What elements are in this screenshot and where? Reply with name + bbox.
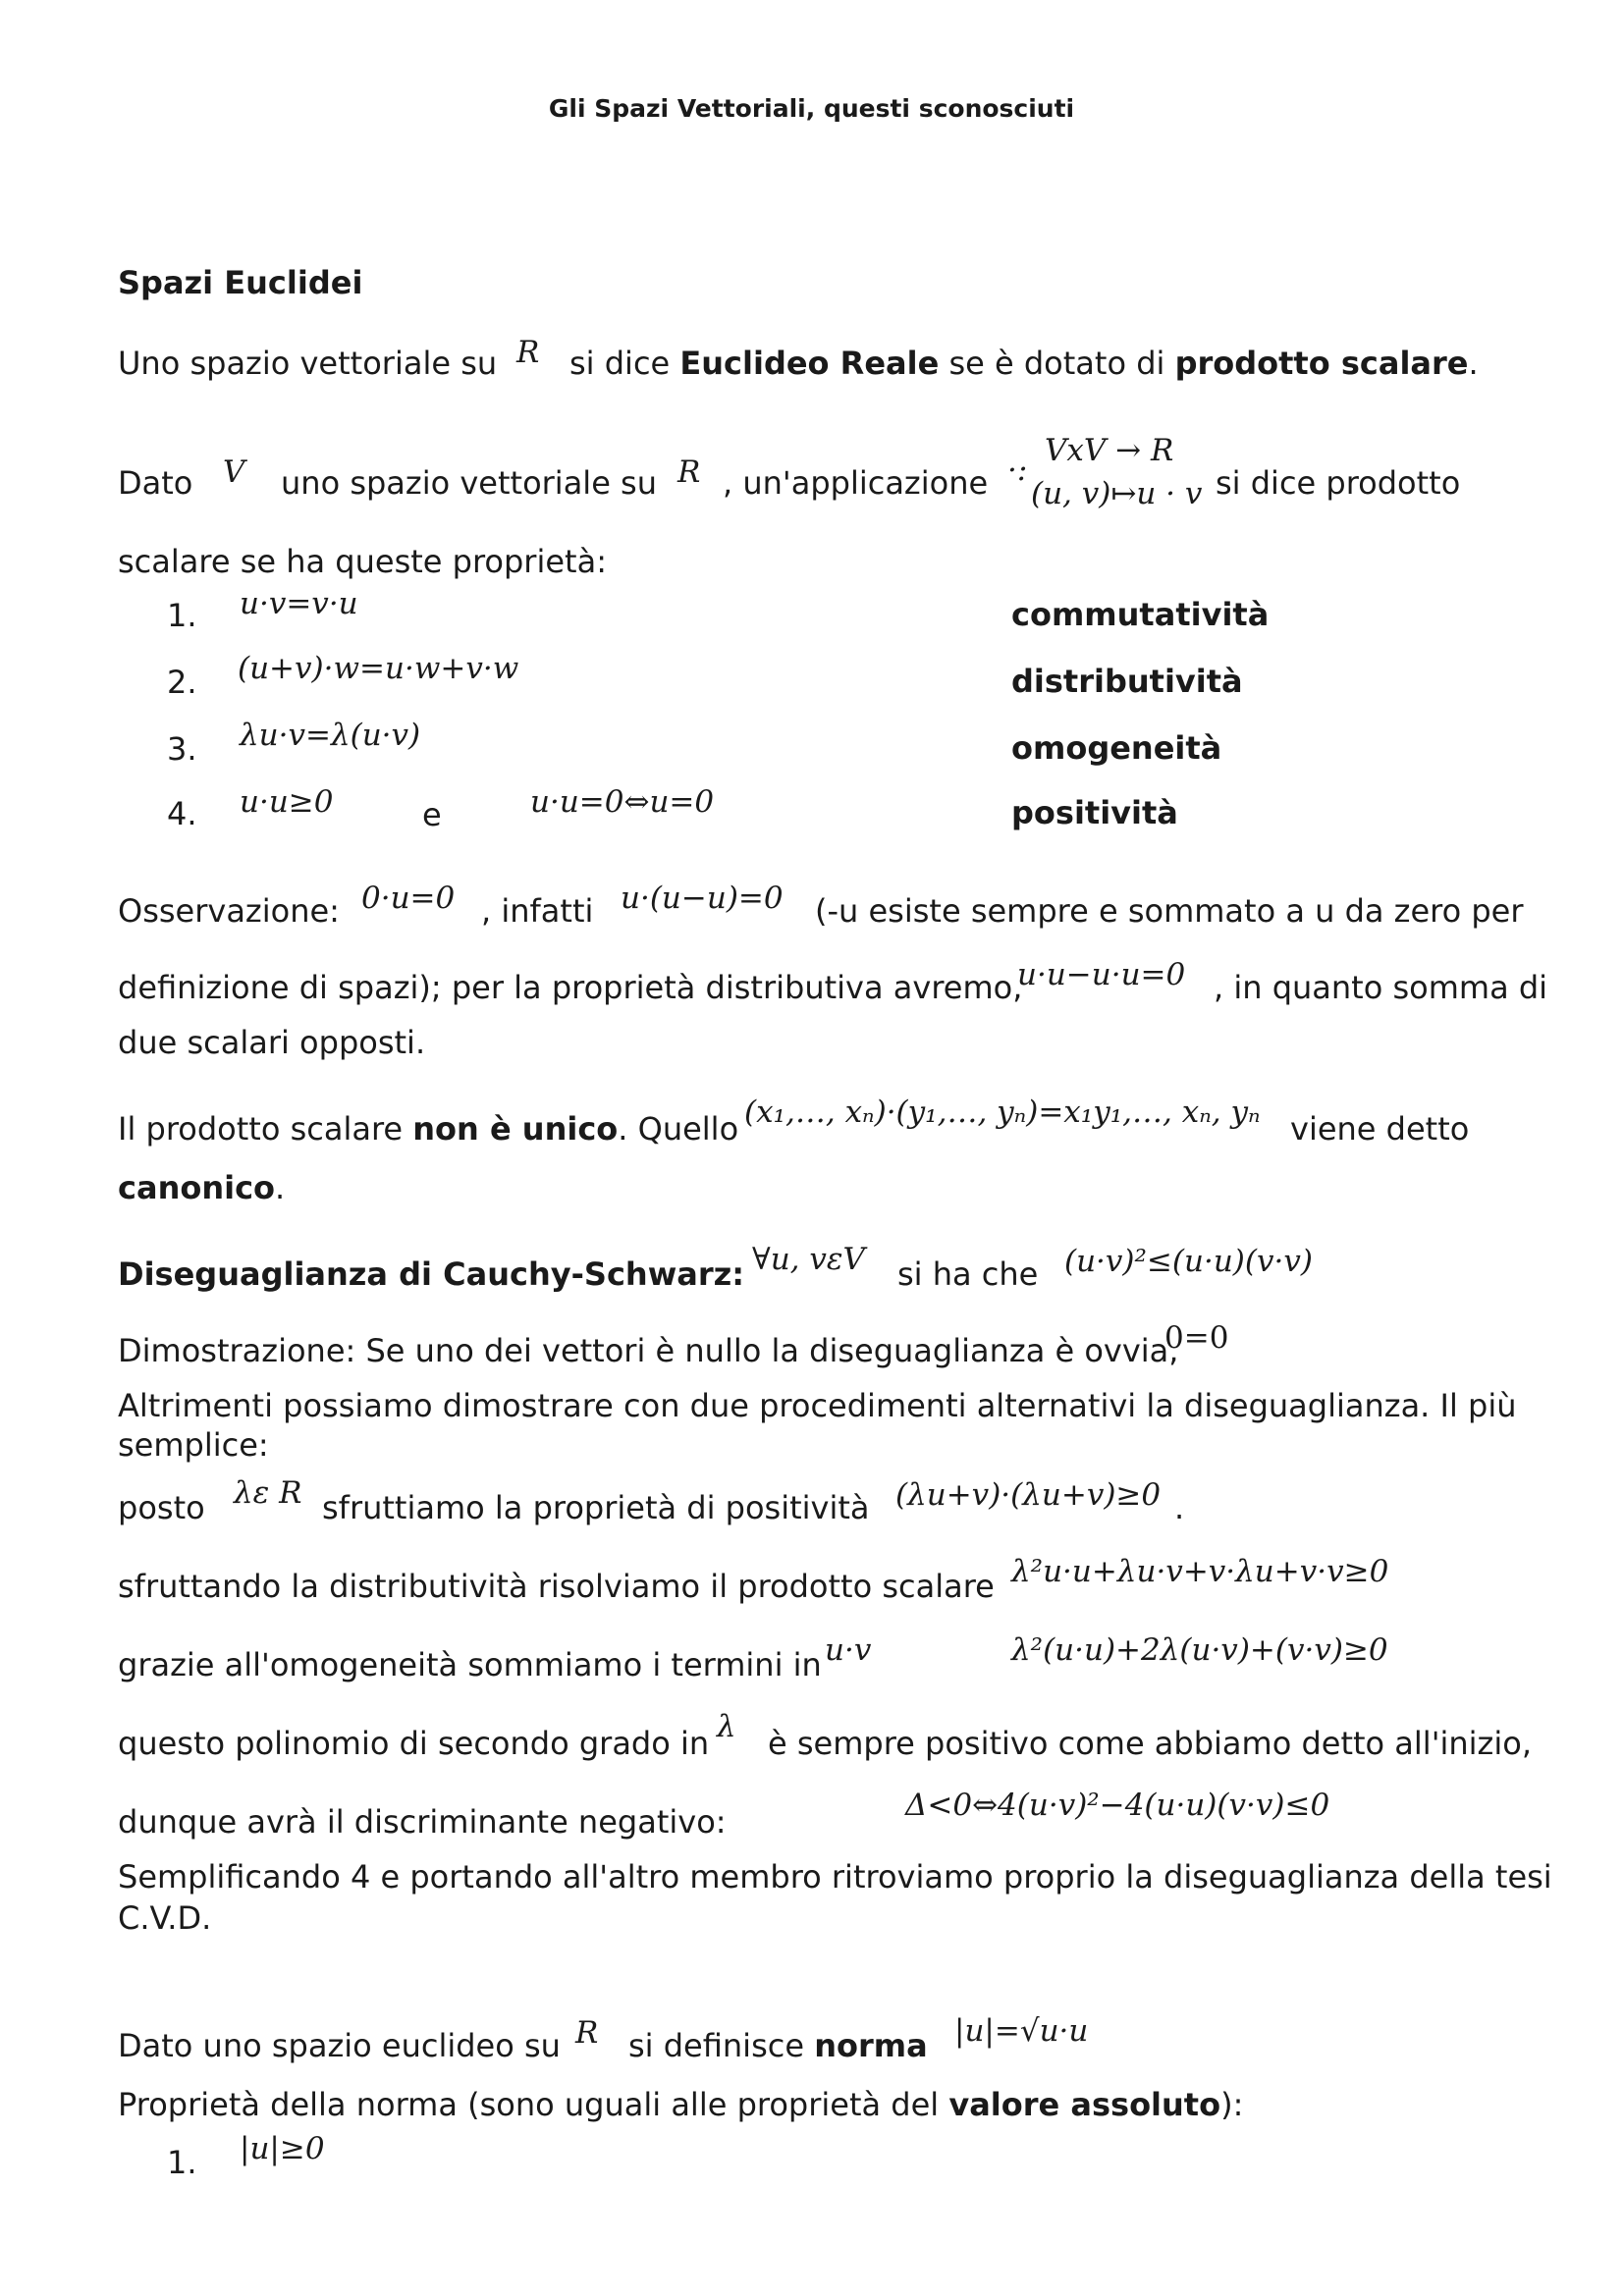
intro-text-4: . (1468, 345, 1479, 382)
property-name: positività (1011, 794, 1178, 831)
proof-lambda-formula: λε R (234, 1475, 302, 1511)
property-formula: λu·v=λ(u·v) (240, 718, 421, 753)
norm-text-4: ): (1220, 2086, 1244, 2123)
proof-line-6: grazie all'omogeneità sommiamo i termini in (118, 1646, 822, 1683)
valore-assoluto-bold: valore assoluto (948, 2086, 1221, 2123)
norm-r-symbol: R (575, 2015, 599, 2051)
def-text-2: uno spazio vettoriale su (281, 464, 657, 502)
proof-formula-3: λ²(u·u)+2λ(u·v)+(v·v)≥0 (1011, 1632, 1388, 1668)
proof-dot: . (1174, 1489, 1185, 1526)
def-text-5: scalare se ha queste proprietà: (118, 543, 607, 580)
proof-line-8: è sempre positivo come abbiamo detto all'inizio, (768, 1725, 1532, 1762)
canonical-text-4: . (275, 1169, 286, 1206)
canonico-bold: canonico (118, 1169, 276, 1206)
proof-formula-1: (λu+v)·(λu+v)≥0 (895, 1477, 1162, 1513)
norma-bold: norma (814, 2027, 928, 2064)
proof-lambda-symbol: λ (717, 1709, 736, 1744)
non-unico-bold: non è unico (412, 1110, 619, 1148)
proof-formula-4: Δ<0⇔4(u·v)²−4(u·u)(v·v)≤0 (905, 1788, 1330, 1823)
canonical-text-2: . Quello (618, 1110, 739, 1148)
proof-line-1: Dimostrazione: Se uno dei vettori è nullo la diseguaglianza è ovvia, (118, 1332, 1179, 1369)
proof-line-7: questo polinomio di secondo grado in (118, 1725, 710, 1762)
norm-item-formula: |u|≥0 (240, 2131, 325, 2166)
def-text-3: , un'applicazione (723, 464, 989, 502)
def-v-symbol: V (223, 454, 245, 490)
proof-line-3: semplice: (118, 1426, 269, 1464)
page-title: Gli Spazi Vettoriali, questi sconosciuti (548, 94, 1075, 123)
observation-text-4: definizione di spazi); per la proprietà distributiva avremo, (118, 969, 1023, 1006)
proof-uv-formula: u·v (825, 1632, 872, 1668)
intro-text-1: Uno spazio vettoriale su (118, 345, 498, 382)
norm-item-num: 1. (167, 2144, 197, 2181)
intro-line (118, 344, 497, 383)
observation-text-3: (-u esiste sempre e sommato a u da zero per (815, 892, 1524, 930)
section-heading: Spazi Euclidei (118, 264, 363, 301)
intro-line-rest (569, 344, 1479, 383)
norm-formula: |u|=√u·u (954, 2013, 1089, 2049)
proof-formula-2: λ²u·u+λu·v+v·λu+v·v≥0 (1011, 1554, 1389, 1589)
def-map-dots: ·: (1007, 453, 1028, 488)
norm-properties-line (118, 2085, 1243, 2124)
proof-line-4: sfruttiamo la proprietà di positività (322, 1489, 870, 1526)
observation-formula-1: 0·u=0 (361, 881, 456, 916)
property-name: distributività (1011, 663, 1243, 700)
norm-text-1: Dato uno spazio euclideo su (118, 2027, 561, 2064)
proof-line-2: Altrimenti possiamo dimostrare con due procedimenti alternativi la diseguaglianza. Il più (118, 1387, 1517, 1424)
property-name: commutatività (1011, 596, 1270, 633)
cauchy-heading: Diseguaglianza di Cauchy-Schwarz: (118, 1255, 745, 1293)
def-map-top: VxV → R (1045, 433, 1174, 468)
property-name: omogeneità (1011, 729, 1222, 767)
intro-text-2: si dice (569, 345, 671, 382)
property-num: 2. (167, 664, 197, 701)
observation-formula-3: u·u−u·u=0 (1017, 957, 1186, 992)
intro-text-3: se è dotato di (948, 345, 1165, 382)
proof-posto: posto (118, 1489, 205, 1526)
norm-text-2: si definisce (628, 2027, 805, 2064)
property-num: 4. (167, 795, 197, 832)
cauchy-formula-1: ∀u, vεV (752, 1242, 865, 1277)
property-formula: u·u≥0 (240, 784, 334, 820)
canonical-formula: (x₁,…, xₙ)·(y₁,…, yₙ)=x₁y₁,…, xₙ, yₙ (744, 1095, 1261, 1130)
proof-line-5: sfruttando la distributività risolviamo il prodotto scalare (118, 1568, 995, 1605)
prodotto-scalare-bold: prodotto scalare (1174, 345, 1469, 382)
proof-line-11: C.V.D. (118, 1899, 212, 1937)
property-conj: e (422, 796, 442, 833)
canonical-line (118, 1109, 738, 1148)
property-formula: (u+v)·w=u·w+v·w (238, 651, 519, 686)
proof-line-10: Semplificando 4 e portando all'altro membro ritroviamo proprio la diseguaglianza della tesi (118, 1858, 1552, 1896)
norm-text-3: Proprietà della norma (sono uguali alle proprietà del (118, 2086, 940, 2123)
observation-formula-2: u·(u−u)=0 (621, 881, 784, 916)
observation-text-6: due scalari opposti. (118, 1024, 426, 1061)
canonical-text-3: viene detto (1290, 1110, 1470, 1148)
def-map-bottom: (u, v)↦u · v (1031, 476, 1203, 511)
def-text-1: Dato (118, 464, 193, 502)
intro-r-symbol: R (516, 335, 540, 370)
observation-text-5: , in quanto somma di (1214, 969, 1548, 1006)
property-num: 3. (167, 730, 197, 768)
cauchy-formula-2: (u·v)²≤(u·u)(v·v) (1064, 1244, 1313, 1279)
norm-line (628, 2026, 928, 2065)
proof-formula-0: 0=0 (1164, 1320, 1229, 1356)
property-formula: u·v=v·u (240, 586, 358, 621)
canonical-line-2 (118, 1168, 285, 1207)
def-text-4: si dice prodotto (1216, 464, 1461, 502)
euclideo-reale-bold: Euclideo Reale (679, 345, 940, 382)
canonical-text-1: Il prodotto scalare (118, 1110, 404, 1148)
proof-line-9: dunque avrà il discriminante negativo: (118, 1803, 727, 1841)
def-r-symbol: R (677, 454, 701, 490)
observation-text-1: Osservazione: (118, 892, 340, 930)
property-num: 1. (167, 597, 197, 634)
property-formula-2: u·u=0⇔u=0 (530, 784, 715, 820)
observation-text-2: , infatti (481, 892, 594, 930)
cauchy-text-1: si ha che (897, 1255, 1039, 1293)
